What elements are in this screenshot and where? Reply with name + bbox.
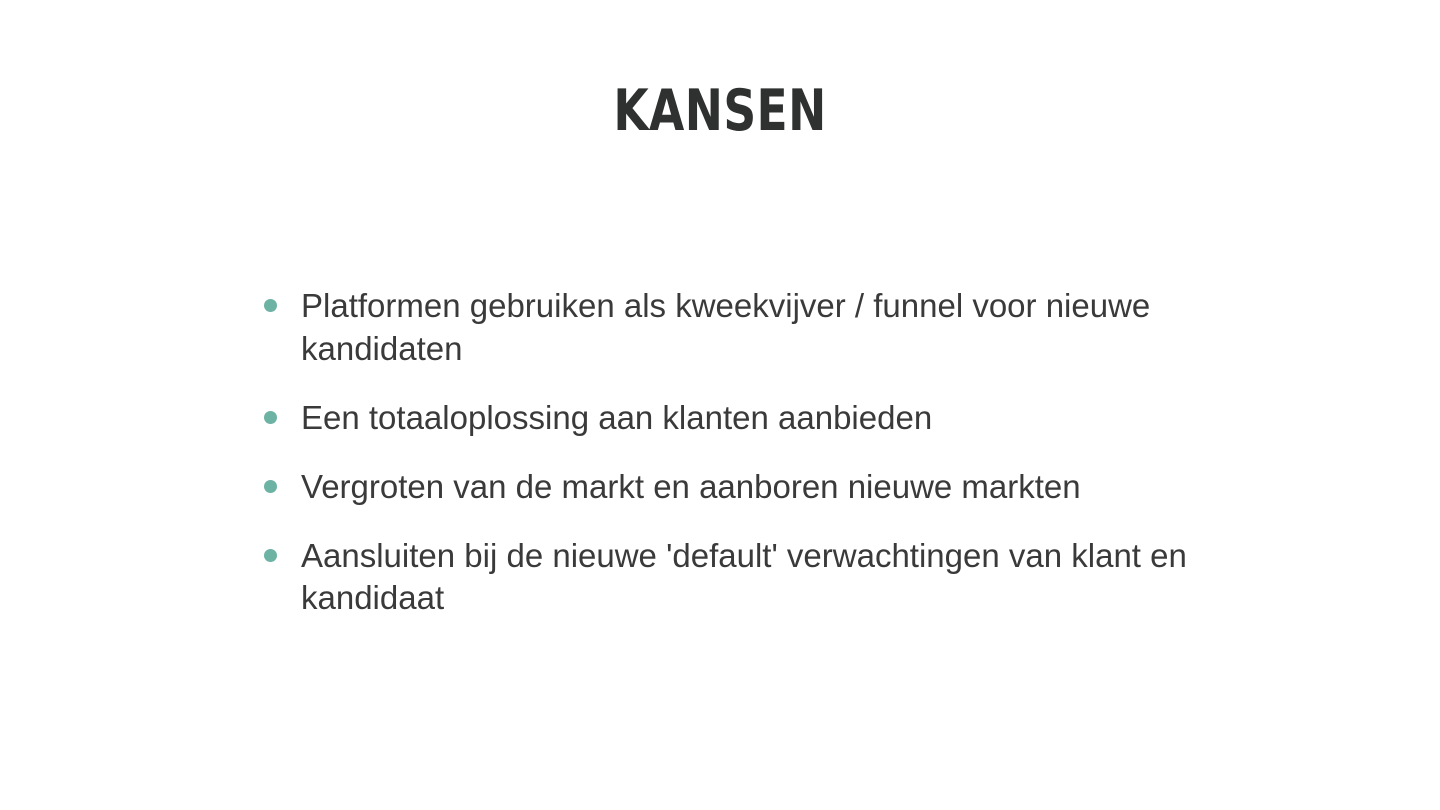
list-item-label: Aansluiten bij de nieuwe 'default' verwachtingen van klant en kandidaat (301, 536, 1187, 617)
bullet-dot-icon (264, 549, 277, 562)
bullet-dot-icon (264, 299, 277, 312)
list-item-label: Vergroten van de markt en aanboren nieuwe markten (301, 467, 1081, 505)
list-item (258, 285, 1188, 371)
list-item (258, 466, 1188, 509)
list-item (258, 397, 1188, 440)
list-item-label: Platformen gebruiken als kweekvijver / funnel voor nieuwe kandidaten (301, 287, 1151, 367)
list-item-label: Een totaaloplossing aan klanten aanbieden (301, 398, 933, 436)
bullet-list (258, 285, 1188, 620)
page-title: KANSEN (613, 78, 827, 145)
bullet-dot-icon (264, 480, 277, 493)
bullet-dot-icon (264, 411, 277, 424)
list-item (258, 535, 1188, 621)
